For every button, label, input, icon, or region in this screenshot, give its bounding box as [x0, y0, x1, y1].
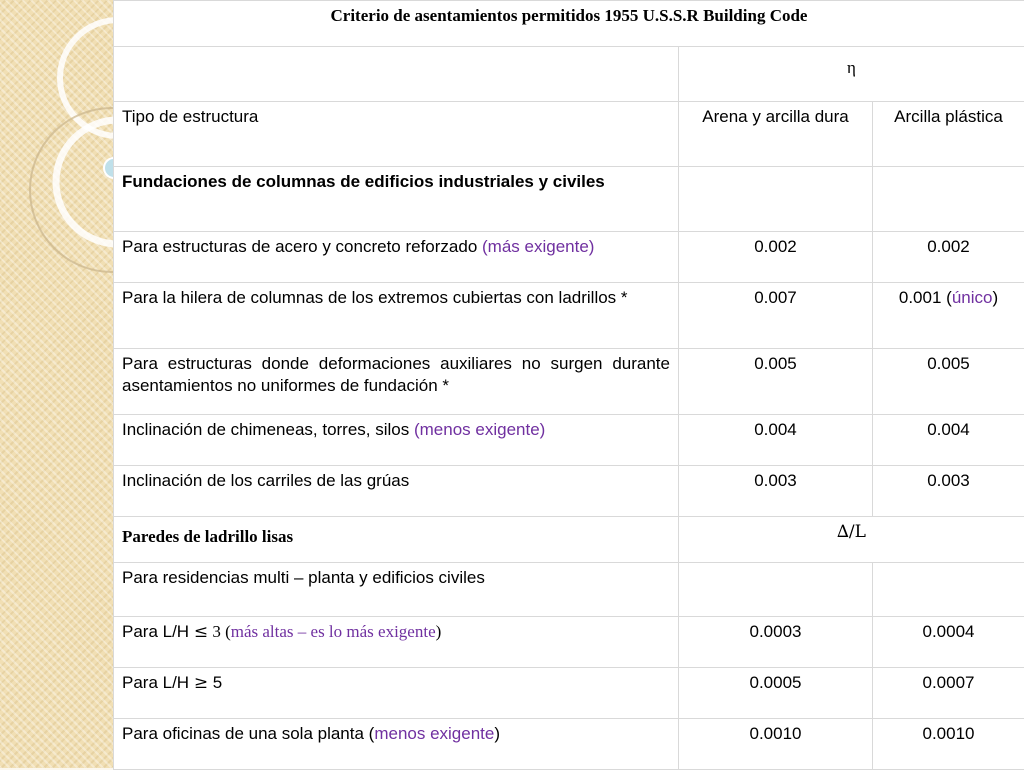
row-description: [114, 719, 679, 770]
decorative-side-strip: [0, 0, 113, 768]
structure-type-header: Tipo de estructura: [114, 102, 679, 167]
table-row: [114, 466, 1024, 517]
table-row: [114, 415, 1024, 466]
delta-l-header: ∆/L: [679, 517, 1024, 563]
plastic-value-note: único: [952, 288, 993, 307]
sand-value: 0.002: [679, 232, 873, 283]
row-number: 5: [208, 673, 222, 692]
plastic-value: 0.0004: [873, 617, 1024, 668]
table-cell: [873, 563, 1024, 617]
table-row: [114, 719, 1024, 770]
table-title: Criterio de asentamientos permitidos 1955 U.S.S.R Building Code: [114, 1, 1024, 47]
table-cell: [679, 563, 873, 617]
plastic-value: 0.003: [873, 466, 1024, 517]
decor-dot: [104, 158, 113, 178]
row-number: 3 (: [208, 622, 231, 641]
sand-value: 0.004: [679, 415, 873, 466]
sand-value: 0.0010: [679, 719, 873, 770]
plastic-value-number: 0.001 (: [899, 288, 952, 307]
sand-value: 0.005: [679, 349, 873, 415]
row-description: [114, 668, 679, 719]
section-row: [114, 517, 1024, 563]
plastic-value: 0.002: [873, 232, 1024, 283]
plastic-clay-header: Arcilla plástica: [873, 102, 1024, 167]
sand-value: 0.007: [679, 283, 873, 349]
section-row: [114, 167, 1024, 232]
row-description: Para estructuras donde deformaciones auxiliares no surgen durante asentamientos no uniformes de fundación *: [114, 349, 679, 415]
row-note: (más exigente): [482, 237, 594, 256]
table-row: [114, 668, 1024, 719]
row-text: Para L/H: [122, 622, 194, 641]
eta-header-cell: η: [679, 47, 1024, 102]
decorative-rings-graphic: [0, 0, 113, 768]
row-text: Inclinación de chimeneas, torres, silos: [122, 420, 414, 439]
plastic-value: 0.005: [873, 349, 1024, 415]
table-header-row: [114, 102, 1024, 167]
greater-equal-symbol: ≥: [194, 673, 208, 693]
row-close: ): [494, 724, 500, 743]
table-row: [114, 47, 1024, 102]
table-row: [114, 617, 1024, 668]
table-title-row: [114, 1, 1024, 47]
table-row: [114, 283, 1024, 349]
row-text: Para L/H: [122, 673, 194, 692]
sand-clay-header: Arena y arcilla dura: [679, 102, 873, 167]
section-title-columns: Fundaciones de columnas de edificios industriales y civiles: [114, 167, 679, 232]
sand-value: 0.003: [679, 466, 873, 517]
table-cell: [873, 167, 1024, 232]
sand-value: 0.0005: [679, 668, 873, 719]
table-row: [114, 563, 1024, 617]
settlement-criteria-table: [113, 0, 1024, 770]
table-cell: [679, 167, 873, 232]
row-description: Inclinación de los carriles de las grúas: [114, 466, 679, 517]
plastic-value: 0.0007: [873, 668, 1024, 719]
table-cell: [114, 47, 679, 102]
row-close: ): [436, 622, 442, 641]
sand-value: 0.0003: [679, 617, 873, 668]
table-row: [114, 349, 1024, 415]
row-description: [114, 415, 679, 466]
plastic-value-close: ): [992, 288, 998, 307]
row-description: [114, 232, 679, 283]
row-note: menos exigente: [374, 724, 494, 743]
row-text: Para estructuras de acero y concreto reforzado: [122, 237, 482, 256]
row-description: Para residencias multi – planta y edificios civiles: [114, 563, 679, 617]
plastic-value: 0.004: [873, 415, 1024, 466]
plastic-value: 0.0010: [873, 719, 1024, 770]
row-note: (menos exigente): [414, 420, 545, 439]
section-title-brick-walls: Paredes de ladrillo lisas: [114, 517, 679, 563]
row-note: más altas – es lo más exigente: [231, 622, 436, 641]
plastic-value: [873, 283, 1024, 349]
table-row: [114, 232, 1024, 283]
row-text: Para oficinas de una sola planta (: [122, 724, 374, 743]
less-equal-symbol: ≤: [194, 622, 208, 642]
row-description: Para la hilera de columnas de los extremos cubiertas con ladrillos *: [114, 283, 679, 349]
row-description: [114, 617, 679, 668]
decor-ring: [56, 120, 113, 244]
